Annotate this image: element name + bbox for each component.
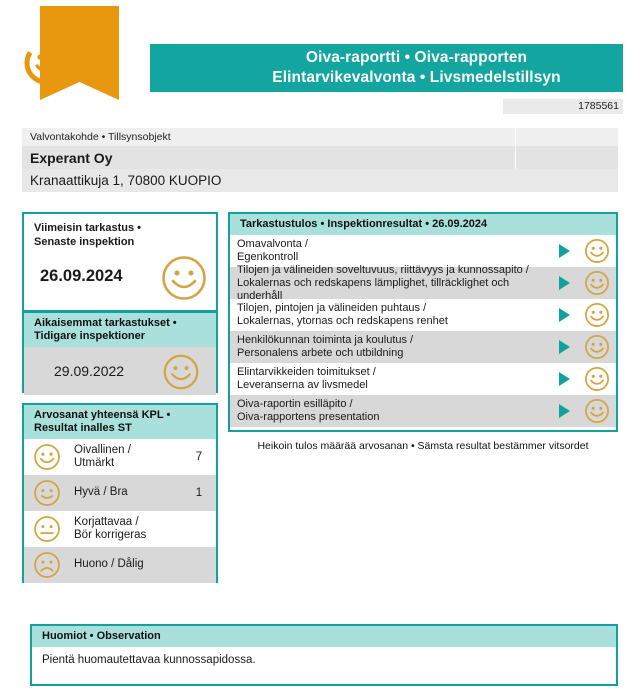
latest-inspection-title-line1: Viimeisin tarkastus • xyxy=(34,222,141,234)
inspection-results-note: Heikoin tulos määrää arvosanan • Sämsta resultat bestämmer vitsordet xyxy=(257,440,589,452)
grade-count: 7 xyxy=(195,451,203,463)
grade-row xyxy=(24,547,216,583)
smiley-excellent-icon xyxy=(578,238,616,264)
oiva-logo xyxy=(22,6,137,114)
play-triangle-icon[interactable] xyxy=(550,339,578,355)
previous-inspections-panel xyxy=(22,311,218,393)
grades-summary-title-line2: Resultat inalles ST xyxy=(34,422,132,434)
svg-text:iva: iva xyxy=(70,42,119,86)
grade-label-line1: Korjattavaa / xyxy=(74,515,139,528)
inspection-result-row xyxy=(230,299,616,331)
target-name-row xyxy=(22,146,618,169)
inspection-result-row xyxy=(230,235,616,267)
inspection-result-text xyxy=(230,238,550,264)
inspection-result-text xyxy=(230,366,550,392)
target-name-side-cell xyxy=(516,146,619,169)
inspection-result-line1: Omavalvonta / xyxy=(237,238,308,250)
report-title-banner xyxy=(150,44,623,92)
inspection-result-line2: Lokalernas, ytornas och redskapens renhet xyxy=(237,315,448,327)
grades-summary-panel xyxy=(22,403,218,583)
previous-inspections-title xyxy=(24,313,216,347)
latest-inspection-title-line2: Senaste inspektion xyxy=(34,235,135,248)
inspection-result-line2: Lokalernas och redskapens lämplighet, tillräcklighet och underhåll xyxy=(237,276,510,302)
inspection-result-text xyxy=(230,398,550,424)
smiley-excellent-icon xyxy=(578,302,616,328)
inspection-result-line1: Tilojen ja välineiden soveltuvuus, riittävyys ja kunnossapito / xyxy=(237,263,529,276)
latest-inspection-title xyxy=(34,222,141,249)
inspection-result-text xyxy=(230,264,550,303)
report-id: 1785561 xyxy=(503,99,623,114)
smiley-neutral-icon xyxy=(24,515,70,543)
inspection-result-row xyxy=(230,395,616,427)
grades-summary-title xyxy=(24,405,216,439)
target-label-row xyxy=(22,128,618,146)
target-label-side-cell xyxy=(516,128,619,146)
smiley-poor-icon xyxy=(24,551,70,579)
target-label: Valvontakohde • Tillsynsobjekt xyxy=(30,131,171,143)
grade-label xyxy=(70,558,182,572)
play-triangle-icon[interactable] xyxy=(550,371,578,387)
observations-body: Pientä huomautettavaa kunnossapidossa. xyxy=(42,654,256,666)
play-triangle-icon[interactable] xyxy=(550,243,578,259)
previous-inspection-date: 29.09.2022 xyxy=(54,363,125,379)
inspection-result-line2: Oiva-rapportens presentation xyxy=(237,411,380,423)
latest-inspection-panel xyxy=(22,212,218,312)
logo-wordmark xyxy=(16,40,146,86)
grade-label-line2: Utmärkt xyxy=(74,457,115,469)
grade-label-line1: Oivallinen / xyxy=(74,443,131,456)
target-address-row xyxy=(22,169,618,192)
inspection-result-line2: Egenkontroll xyxy=(237,251,299,263)
inspection-result-line1: Elintarvikkeiden toimitukset / xyxy=(237,366,376,378)
smiley-excellent-icon xyxy=(578,270,616,296)
inspection-result-row xyxy=(230,263,616,302)
observations-panel xyxy=(30,624,618,686)
inspection-result-line2: Leveranserna av livsmedel xyxy=(237,379,368,391)
grade-label-line2: Bör korrigeras xyxy=(74,529,147,541)
inspection-result-line2: Personalens arbete och utbildning xyxy=(237,347,404,359)
target-address: Kranaattikuja 1, 70800 KUOPIO xyxy=(30,173,222,188)
grade-label xyxy=(70,444,182,471)
smiley-excellent-icon xyxy=(24,443,70,471)
grade-row xyxy=(24,475,216,511)
report-title-line1: Oiva-raportti • Oiva-rapporten xyxy=(305,49,528,66)
grade-row xyxy=(24,439,216,475)
latest-inspection-date: 26.09.2024 xyxy=(40,267,123,285)
grade-row xyxy=(24,511,216,547)
target-name: Experant Oy xyxy=(30,149,113,166)
inspection-result-text xyxy=(230,302,550,328)
grade-label-line1: Huono / Dålig xyxy=(74,558,144,571)
inspection-results-title: Tarkastustulos • Inspektionresultat • 26.09.2024 xyxy=(230,214,616,235)
previous-inspections-title-line1: Aikaisemmat tarkastukset • xyxy=(34,317,177,329)
play-triangle-icon[interactable] xyxy=(550,307,578,323)
report-header xyxy=(0,0,640,122)
play-triangle-icon[interactable] xyxy=(550,403,578,419)
smiley-good-icon xyxy=(24,479,70,507)
smiley-excellent-icon xyxy=(578,334,616,360)
grade-label-line1: Hyvä / Bra xyxy=(74,486,128,499)
play-triangle-icon[interactable] xyxy=(550,275,578,291)
inspection-result-line1: Tilojen, pintojen ja välineiden puhtaus / xyxy=(237,302,427,314)
inspection-target-table xyxy=(22,128,618,192)
previous-inspections-body xyxy=(24,347,216,395)
grades-summary-title-line1: Arvosanat yhteensä KPL • xyxy=(34,409,171,421)
report-title-line2: Elintarvikevalvonta • Livsmedelstillsyn xyxy=(272,69,561,86)
inspection-result-text xyxy=(230,334,550,360)
observations-title: Huomiot • Observation xyxy=(32,626,616,647)
grade-label xyxy=(70,486,182,500)
inspection-results-panel xyxy=(228,212,618,432)
previous-inspections-title-line2: Tidigare inspektioner xyxy=(34,330,146,342)
inspection-result-row xyxy=(230,331,616,363)
inspection-result-row xyxy=(230,363,616,395)
grade-count: 1 xyxy=(195,487,203,499)
smiley-excellent-icon xyxy=(162,353,200,396)
inspection-result-line1: Oiva-raportin esilläpito / xyxy=(237,398,353,410)
inspection-result-line1: Henkilökunnan toiminta ja koulutus / xyxy=(237,334,414,346)
smiley-excellent-icon xyxy=(578,398,616,424)
smiley-excellent-icon xyxy=(578,366,616,392)
grade-label xyxy=(70,516,182,543)
smiley-excellent-icon xyxy=(160,254,208,307)
